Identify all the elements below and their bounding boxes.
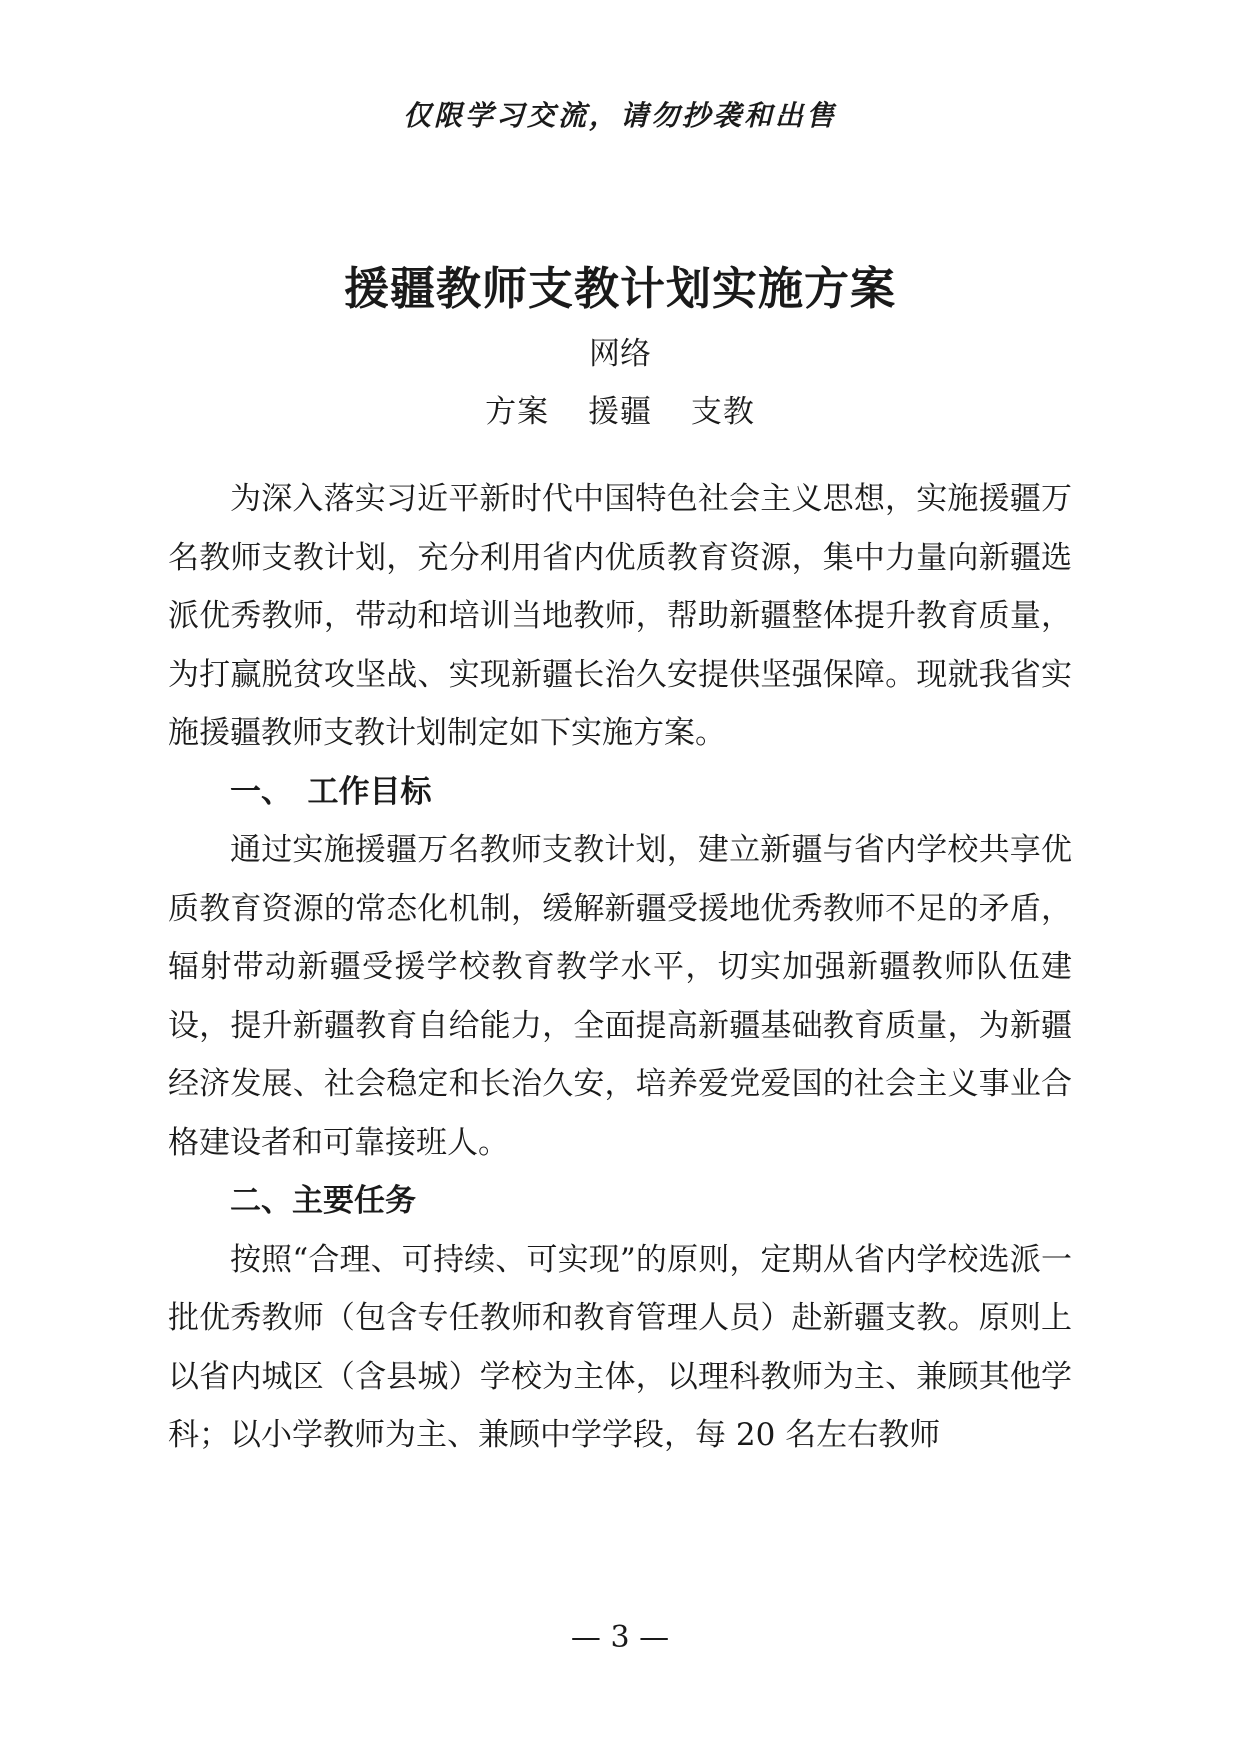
intro-paragraph: 为深入落实习近平新时代中国特色社会主义思想，实施援疆万名教师支教计划，充分利用省内优质教育资源，集中力量向新疆选派优秀教师，带动和培训当地教师，帮助新疆整体提升教育质量，为打赢脱贫攻坚战、实现新疆长治久安提供坚强保障。现就我省实施援疆教师支教计划制定如下实施方案。 — [168, 481, 1072, 751]
header-note: 仅限学习交流，请勿抄袭和出售 — [402, 99, 837, 132]
section-heading: 二、主要任务 — [230, 1183, 416, 1219]
document-body — [168, 470, 1072, 1465]
page-number: — 3 — — [570, 1620, 670, 1655]
keyword: 援疆 — [588, 394, 652, 430]
author: 网络 — [589, 336, 651, 372]
keyword: 支教 — [690, 394, 755, 430]
document-title: 援疆教师支教计划实施方案 — [343, 262, 896, 315]
section-paragraph: 通过实施援疆万名教师支教计划，建立新疆与省内学校共享优质教育资源的常态化机制，缓解新疆受援地优秀教师不足的矛盾，辐射带动新疆受援学校教育教学水平，切实加强新疆教师队伍建设，提升新疆教育自给能力，全面提高新疆基础教育质量，为新疆经济发展、社会稳定和长治久安，培养爱党爱国的社会主义事业合格建设者和可靠接班人。 — [168, 832, 1072, 1161]
section-heading: 一、 工作目标 — [230, 773, 432, 810]
section-paragraph: 按照“合理、可持续、可实现”的原则，定期从省内学校选派一批优秀教师（包含专任教师和教育管理人员）赴新疆支教。原则上以省内城区（含县城）学校为主体，以理科教师为主、兼顾其他学科；以小学教师为主、兼顾中学学段，每 20 名左右教师 — [168, 1241, 1072, 1453]
keywords — [0, 386, 1240, 431]
keyword: 方案 — [485, 394, 550, 430]
